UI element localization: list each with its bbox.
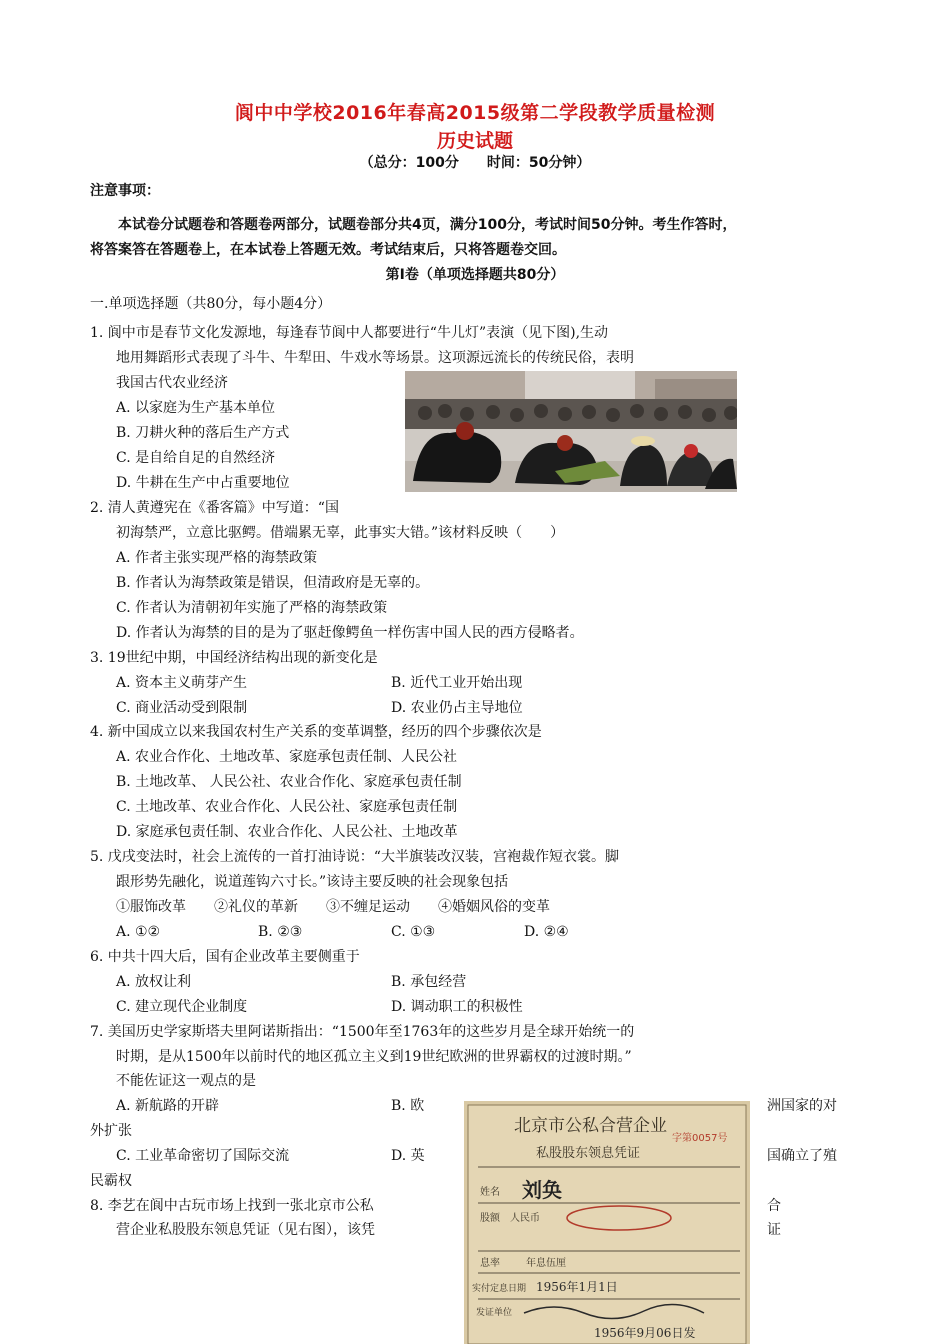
q3-option-c: C. 商业活动受到限制 <box>116 700 248 716</box>
q2-option-b: B. 作者认为海禁政策是错误，但清政府是无辜的。 <box>116 575 430 591</box>
part-title: 一.单项选择题（共80分，每小题4分） <box>90 296 332 312</box>
cert-number: 字第0057号 <box>672 1133 728 1144</box>
q7-option-b-wrap: 外扩张 <box>90 1123 132 1139</box>
q6-stem: 6. 中共十四大后，国有企业改革主要侧重于 <box>90 949 360 965</box>
q5-items: ①服饰改革 ②礼仪的革新 ③不缠足运动 ④婚姻风俗的变革 <box>116 899 550 915</box>
q7-option-a: A. 新航路的开辟 <box>116 1098 220 1114</box>
cert-rate-label: 息率 <box>480 1258 500 1269</box>
q8-stem-1-tail: 合 <box>767 1198 781 1214</box>
q5-option-d: D. ②④ <box>524 924 569 940</box>
q6-option-d: D. 调动职工的积极性 <box>391 999 523 1015</box>
q1-stem-1: 1. 阆中市是春节文化发源地，每逢春节阆中人都要进行“牛儿灯”表演（见下图),生动 <box>90 325 609 341</box>
q1-stem-3: 我国古代农业经济 <box>116 375 228 391</box>
q7-stem-3: 不能佐证这一观点的是 <box>116 1073 256 1089</box>
q5-option-b: B. ②③ <box>258 924 303 940</box>
cert-name-label: 姓名 <box>480 1187 500 1198</box>
stock-dividend-certificate <box>464 1101 750 1344</box>
q2-option-a: A. 作者主张实现严格的海禁政策 <box>116 550 318 566</box>
cert-name: 刘奂 <box>522 1178 562 1202</box>
cert-date-label: 实付定息日期 <box>472 1284 527 1294</box>
cert-issue-date: 1956年9月06日发 <box>594 1326 696 1340</box>
cert-unit-label: 发证单位 <box>476 1308 513 1318</box>
q3-option-d: D. 农业仍占主导地位 <box>391 700 523 716</box>
cert-title: 北京市公私合营企业 <box>514 1116 667 1136</box>
q3-stem: 3. 19世纪中期，中国经济结构出现的新变化是 <box>90 650 378 666</box>
q1-option-a: A. 以家庭为生产基本单位 <box>116 400 276 416</box>
q6-option-c: C. 建立现代企业制度 <box>116 999 248 1015</box>
q6-option-a: A. 放权让利 <box>116 974 192 990</box>
q1-stem-2: 地用舞蹈形式表现了斗牛、牛犁田、牛戏水等场景。这项源远流长的传统民俗，表明 <box>116 350 634 366</box>
q5-stem-1: 5. 戊戌变法时，社会上流传的一首打油诗说：“大半旗装改汉装，宫袍裁作短衣裳。脚 <box>90 849 619 865</box>
q7-option-b-tail: 洲国家的对 <box>767 1098 837 1114</box>
q3-option-b: B. 近代工业开始出现 <box>391 675 523 691</box>
q3-option-a: A. 资本主义萌芽产生 <box>116 675 248 691</box>
q7-stem-1: 7. 美国历史学家斯塔夫里阿诺斯指出：“1500年至1763年的这些岁月是全球开始统一的 <box>90 1024 635 1040</box>
q2-option-c: C. 作者认为清朝初年实施了严格的海禁政策 <box>116 600 388 616</box>
q6-option-b: B. 承包经营 <box>391 974 467 990</box>
section-title: 第Ⅰ卷（单项选择题共80分） <box>385 267 565 283</box>
q1-option-d: D. 牛耕在生产中占重要地位 <box>116 475 290 491</box>
cert-share-value: 人民币 <box>510 1213 540 1224</box>
q5-stem-2: 跟形势先融化，说道莲钩六寸长。”该诗主要反映的社会现象包括 <box>116 874 509 890</box>
q8-stem-1: 8. 李艺在阆中古玩市场上找到一张北京市公私 <box>90 1198 374 1214</box>
q1-option-c: C. 是自给自足的自然经济 <box>116 450 276 466</box>
exam-title: 阆中中学校2016年春高2015级第二学段教学质量检测 <box>234 102 716 124</box>
notice-heading: 注意事项： <box>90 183 160 199</box>
q5-option-a: A. ①② <box>116 924 161 940</box>
q4-option-a: A. 农业合作化、土地改革、家庭承包责任制、人民公社 <box>116 749 458 765</box>
q5-option-c: C. ①③ <box>391 924 436 940</box>
q7-option-d-head: D. 英 <box>391 1148 425 1164</box>
notice-line-1: 本试卷分试题卷和答题卷两部分，试题卷部分共4页，满分100分，考试时间50分钟。考生作答时， <box>118 217 737 233</box>
q7-option-b-head: B. 欧 <box>391 1098 425 1114</box>
q7-option-c: C. 工业革命密切了国际交流 <box>116 1148 290 1164</box>
q7-option-d-wrap: 民霸权 <box>90 1173 132 1189</box>
cert-subtitle: 私股股东领息凭证 <box>536 1146 641 1161</box>
q2-stem-1: 2. 清人黄遵宪在《番客篇》中写道：“国 <box>90 500 339 516</box>
q7-stem-2: 时期，是从1500年以前时代的地区孤立主义到19世纪欧洲的世界霸权的过渡时期。” <box>116 1049 632 1065</box>
q8-stem-2-tail: 证 <box>767 1222 781 1238</box>
exam-meta: （总分：100分 时间：50分钟） <box>359 155 591 171</box>
q2-stem-2: 初海禁严，立意比驱鳄。借端累无辜，此事实大错。”该材料反映（ ） <box>116 525 565 541</box>
q2-option-d: D. 作者认为海禁的目的是为了驱赶像鳄鱼一样伤害中国人民的西方侵略者。 <box>116 625 584 641</box>
exam-subtitle: 历史试题 <box>436 130 513 152</box>
q8-stem-2: 营企业私股股东领息凭证（见右图），该凭 <box>116 1222 375 1238</box>
cert-date-value: 1956年1月1日 <box>536 1280 618 1294</box>
q4-stem: 4. 新中国成立以来我国农村生产关系的变革调整，经历的四个步骤依次是 <box>90 724 542 740</box>
q4-option-c: C. 土地改革、农业合作化、人民公社、家庭承包责任制 <box>116 799 458 815</box>
notice-line-2: 将答案答在答题卷上，在本试卷上答题无效。考试结束后，只将答题卷交回。 <box>90 242 566 258</box>
q4-option-b: B. 土地改革、 人民公社、农业合作化、家庭承包责任制 <box>116 774 462 790</box>
niuerdeng-photo <box>405 371 737 492</box>
q7-option-d-tail: 国确立了殖 <box>767 1148 837 1164</box>
cert-share-label: 股额 <box>480 1213 500 1224</box>
cert-rate-value: 年息伍厘 <box>526 1258 566 1269</box>
q4-option-d: D. 家庭承包责任制、农业合作化、人民公社、土地改革 <box>116 824 458 840</box>
q1-option-b: B. 刀耕火种的落后生产方式 <box>116 425 290 441</box>
